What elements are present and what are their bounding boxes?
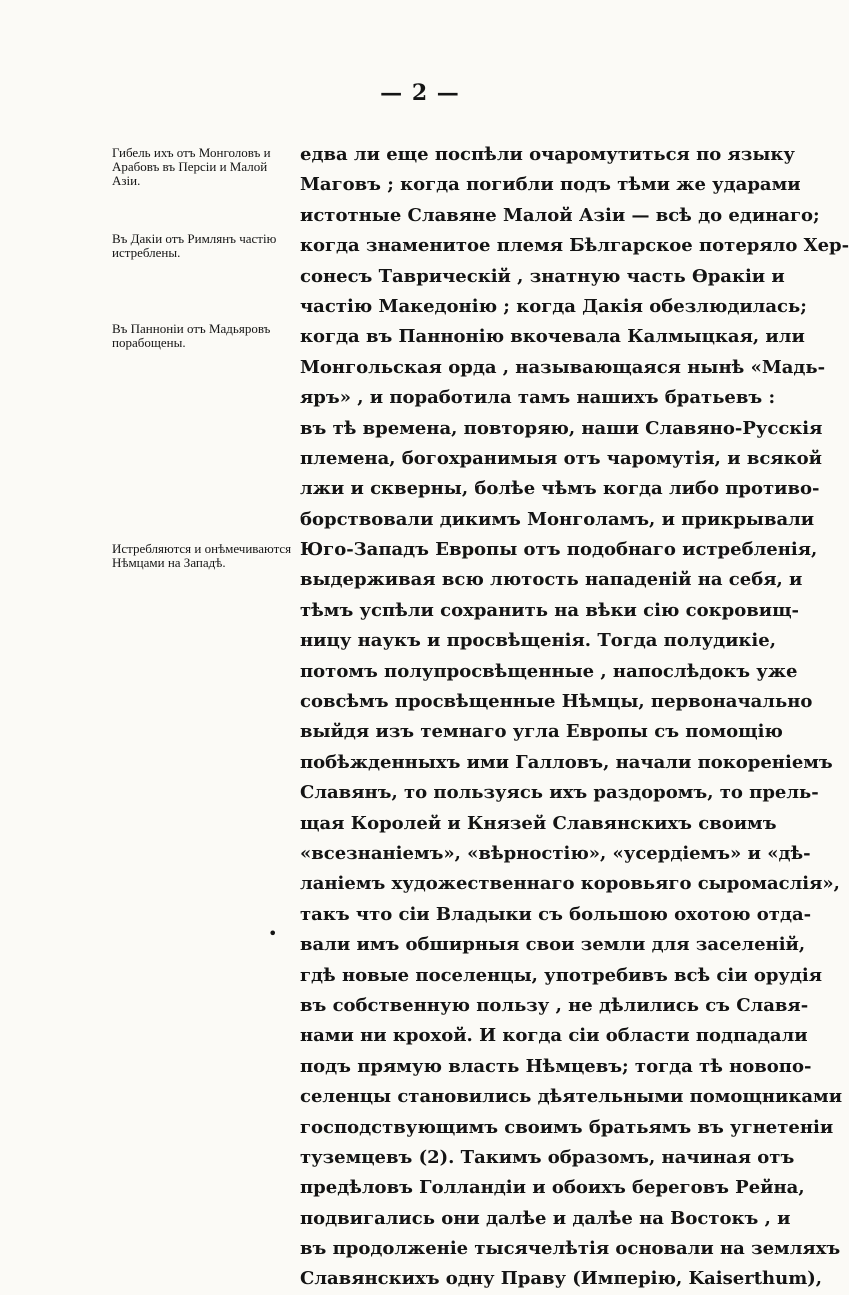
- text-line: едва ли еще поспѣли очаромутиться по языку: [300, 144, 795, 165]
- text-line: Славянскихъ одну Праву (Имперію, Kaiserthum),: [300, 1268, 823, 1290]
- text-line: Юго-Западъ Европы отъ подобнаго истребленія,: [300, 539, 818, 561]
- text-line: щая Королей и Князей Славянскихъ своимъ: [300, 812, 777, 834]
- margin-note-pannonia: Въ Панноніи отъ Мадьяровъ порабощены.: [112, 321, 271, 350]
- text-line: господствующимъ своимъ братьямъ въ угнетеніи: [300, 1116, 834, 1138]
- page-number: — 2 —: [380, 80, 460, 106]
- text-line: подвигались они далѣе и далѣе на Востокъ , и: [300, 1207, 791, 1229]
- text-line: въ продолженіе тысячелѣтія основали на земляхъ: [300, 1238, 841, 1260]
- text-line: яръ» , и поработила тамъ нашихъ братьевъ :: [300, 387, 776, 409]
- text-line: въ собственную пользу , не дѣлились съ Славя-: [300, 994, 809, 1016]
- text-line: селенцы становились дѣятельными помощниками: [300, 1086, 843, 1108]
- text-line: подъ прямую власть Нѣмцевъ; тогда тѣ новопо-: [300, 1055, 812, 1077]
- text-line: ланіемъ художественнаго коровьяго сыромаслія»,: [300, 873, 840, 895]
- margin-note-west: Истребляются и онѣмечиваются Нѣмцами на Западѣ.: [112, 541, 292, 570]
- main-text-column: [300, 140, 849, 1295]
- text-line: нами ни крохой. И когда сіи области подпадали: [300, 1025, 808, 1047]
- text-line: побѣжденныхъ ими Галловъ, начали покореніемъ: [300, 751, 833, 773]
- margin-bullet-mark: •: [268, 924, 278, 943]
- text-line: гдѣ новые поселенцы, употребивъ всѣ сіи орудія: [300, 964, 823, 986]
- text-line: лжи и скверны, болѣе чѣмъ когда либо противо-: [300, 478, 820, 500]
- text-line: Славянъ, то пользуясь ихъ раздоромъ, то прель-: [300, 782, 819, 804]
- text-line: туземцевъ (2). Такимъ образомъ, начиная отъ: [300, 1146, 795, 1168]
- text-line: когда въ Паннонію вкочевала Калмыцкая, или: [300, 326, 805, 348]
- text-line: сонесъ Таврическій , знатную часть Ѳракіи и: [300, 265, 785, 287]
- text-line: такъ что сіи Владыки съ большою охотою отда-: [300, 903, 812, 925]
- margin-note-dacia: Въ Дакіи отъ Римлянъ частію истреблены.: [112, 231, 277, 260]
- text-line: тѣмъ успѣли сохранить на вѣки сію сокровищ-: [300, 599, 800, 621]
- text-line: борствовали дикимъ Монголамъ, и прикрывали: [300, 508, 815, 530]
- text-line: племена, богохранимыя отъ чаромутія, и всякой: [300, 447, 822, 469]
- text-line: вали имъ обширныя свои земли для заселеній,: [300, 934, 806, 956]
- text-line: потомъ полупросвѣщенные , напослѣдокъ уже: [300, 660, 798, 682]
- text-line: частію Македонію ; когда Дакія обезлюдилась;: [300, 295, 807, 317]
- text-line: въ тѣ времена, повторяю, наши Славяно-Русскія: [300, 417, 823, 439]
- text-line: Монгольская орда , называющаяся нынѣ «Мадь-: [300, 356, 826, 378]
- margin-note-mongols: Гибель ихъ отъ Монголовъ и Арабовъ въ Персіи и Малой Азіи.: [112, 145, 271, 188]
- text-line: истотные Славяне Малой Азіи — всѣ до единаго;: [300, 204, 820, 226]
- text-line: ницу наукъ и просвѣщенія. Тогда полудикіе,: [300, 630, 776, 652]
- text-line: выйдя изъ темнаго угла Европы съ помощію: [300, 721, 783, 743]
- text-line: «всезнаніемъ», «вѣрностію», «усердіемъ» и «дѣ-: [300, 842, 811, 864]
- text-line: когда знаменитое племя Бѣлгарское потеряло Хер-: [300, 235, 849, 257]
- text-line: предѣловъ Голландіи и обоихъ береговъ Рейна,: [300, 1177, 805, 1199]
- text-line: выдерживая всю лютость нападеній на себя, и: [300, 569, 803, 591]
- text-line: Маговъ ; когда погибли подъ тѣми же ударами: [300, 174, 801, 196]
- text-line: совсѣмъ просвѣщенные Нѣмцы, первоначально: [300, 691, 813, 713]
